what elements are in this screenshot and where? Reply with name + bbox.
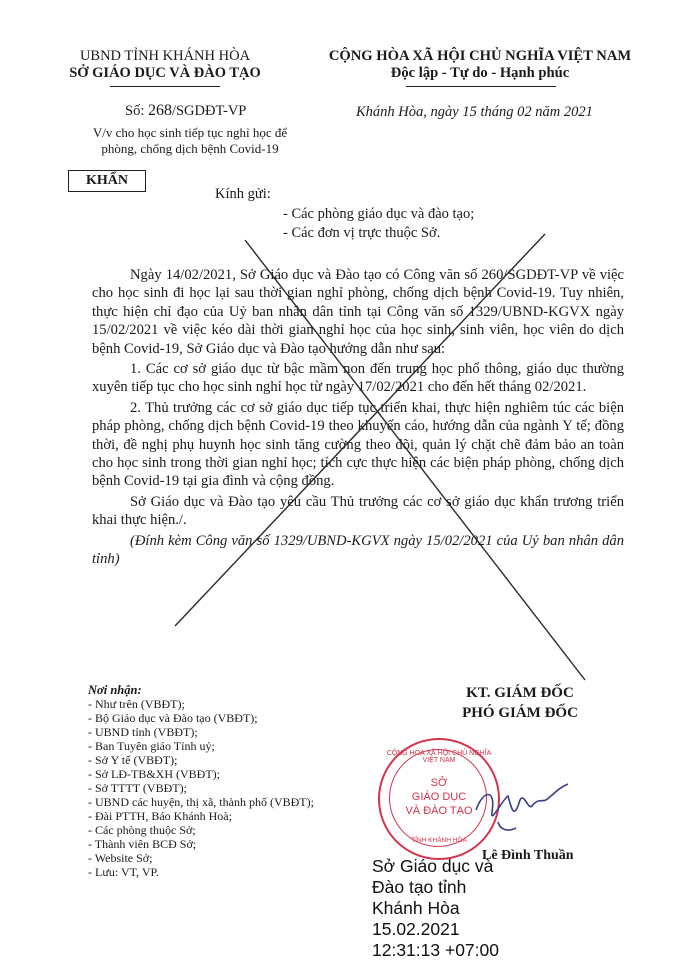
digital-sig-line: 12:31:13 +07:00 xyxy=(372,940,499,960)
recipient-item: - Sở Y tế (VBĐT); xyxy=(88,753,178,767)
digital-sig-line: Sở Giáo dục và xyxy=(372,856,494,876)
signature-titles xyxy=(420,683,620,723)
stamp-line-1: SỞ xyxy=(430,777,448,789)
paragraph-4: Sở Giáo dục và Đào tạo yêu cầu Thủ trưởng các cơ sở giáo dục khẩn trương triển khai thực hiện./. xyxy=(92,493,624,529)
doc-number-suffix: /SGDĐT-VP xyxy=(171,103,247,119)
signature-stroke xyxy=(476,784,568,830)
signer-title-1: KT. GIÁM ĐỐC xyxy=(466,685,574,701)
paragraph-1: Ngày 14/02/2021, Sở Giáo dục và Đào tạo có Công văn số 260/SGDĐT-VP về việc cho học sinh đi học lại sau thời gian nghỉ phòng, chống dịch bệnh Covid-19. Tuy nhiên, thực hiện chỉ đạo của Uỷ ban nhân dân tỉnh tại Công văn số 1329/UBND-KGVX ngày 15/02/2021 về việc kéo dài thời gian nghỉ học của học sinh, sinh viên, học viên do dịch bệnh Covid-19, Sở Giáo dục và Đào tạo hướng dẫn như sau: xyxy=(92,267,624,357)
paragraph-3: 2. Thủ trưởng các cơ sở giáo dục tiếp tục triển khai, thực hiện nghiêm túc các biện pháp phòng, chống dịch bệnh Covid-19 theo khuyến cáo, hướng dẫn của ngành Y tế; đồng thời, đề nghị phụ huynh học sinh tăng cường theo dõi, quản lý chặt chẽ đảm bảo an toàn cho học sinh trong thời gian nghỉ học; tích cực thực hiện các biện pháp phòng, chống dịch bệnh Covid-19 tại gia đình và cộng đồng. xyxy=(92,399,624,490)
national-title: CỘNG HÒA XÃ HỘI CHỦ NGHĨA VIỆT NAM xyxy=(328,48,632,64)
urgency-badge: KHẨN xyxy=(68,170,146,192)
recipient-item: - Các phòng thuộc Sở; xyxy=(88,823,196,837)
doc-date: Khánh Hòa, ngày 15 tháng 02 năm 2021 xyxy=(356,104,593,120)
greeting: Kính gửi: xyxy=(215,186,271,202)
recipient-item: - UBND tỉnh (VBĐT); xyxy=(88,725,198,739)
digital-sig-line: Đào tạo tỉnh xyxy=(372,877,467,897)
addressee-item: - Các đơn vị trực thuộc Sở. xyxy=(283,225,441,241)
recipient-item: - Sở TTTT (VBĐT); xyxy=(88,781,187,795)
subject-line-1: V/v cho học sinh tiếp tục nghỉ học để xyxy=(92,125,288,140)
recipients-block xyxy=(88,683,348,879)
cross-line-1 xyxy=(245,240,585,680)
digital-sig-line: Khánh Hòa xyxy=(372,898,460,918)
doc-number-value: 268 xyxy=(147,102,172,119)
recipient-item: - Thành viên BCĐ Sở; xyxy=(88,837,197,851)
recipient-item: - Bộ Giáo dục và Đào tạo (VBĐT); xyxy=(88,711,258,725)
stamp-top-text: CỘNG HÒA XÃ HỘI CHỦ NGHĨA VIỆT NAM xyxy=(386,750,492,764)
signer-name: Lê Đình Thuần xyxy=(482,848,574,863)
handwritten-signature xyxy=(468,770,588,840)
addressee-item: - Các phòng giáo dục và đào tạo; xyxy=(283,206,475,222)
signer-title-2: PHÓ GIÁM ĐỐC xyxy=(462,705,578,721)
subject-line-2: phòng, chống dịch bệnh Covid-19 xyxy=(101,141,279,156)
agency-parent: UBND TỈNH KHÁNH HÒA xyxy=(79,48,251,64)
stamp-line-3: VÀ ĐÀO TẠO xyxy=(405,805,473,817)
motto: Độc lập - Tự do - Hạnh phúc xyxy=(390,65,570,81)
recipient-item: - Lưu: VT, VP. xyxy=(88,865,159,879)
paragraph-2: 1. Các cơ sở giáo dục từ bậc mầm non đến trung học phổ thông, giáo dục thường xuyên tiếp tục cho học sinh nghỉ học từ ngày 17/02/2021 cho đến hết tháng 02/2021. xyxy=(92,361,624,396)
doc-number-prefix: Số: xyxy=(125,103,145,119)
agency-name: SỞ GIÁO DỤC VÀ ĐÀO TẠO xyxy=(69,65,261,81)
recipient-item: - Website Sở; xyxy=(88,851,153,865)
stamp-line-2: GIÁO DỤC xyxy=(411,791,467,803)
recipient-item: - Ban Tuyên giáo Tỉnh uỷ; xyxy=(88,739,215,753)
digital-signature-text xyxy=(372,856,499,961)
recipient-item: - Đài PTTH, Báo Khánh Hoà; xyxy=(88,809,232,823)
recipient-item: - Như trên (VBĐT); xyxy=(88,697,185,711)
cross-line-2 xyxy=(175,234,545,626)
recipients-title: Nơi nhận: xyxy=(88,683,142,697)
digital-sig-line: 15.02.2021 xyxy=(372,919,460,939)
recipient-item: - UBND các huyện, thị xã, thành phố (VBĐT); xyxy=(88,795,314,809)
paragraph-5: (Đính kèm Công văn số 1329/UBND-KGVX ngày 15/02/2021 của Uỷ ban nhân dân tỉnh) xyxy=(92,532,624,568)
recipient-item: - Sở LĐ-TB&XH (VBĐT); xyxy=(88,767,220,781)
stamp-bottom-text: TỈNH KHÁNH HÒA xyxy=(411,837,467,844)
